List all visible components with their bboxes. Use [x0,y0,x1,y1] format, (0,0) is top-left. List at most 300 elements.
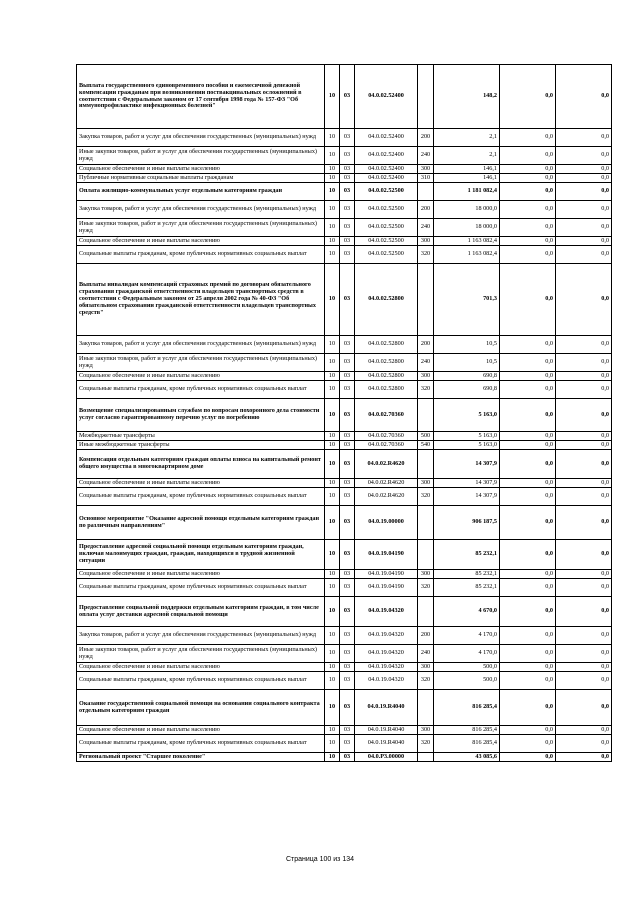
cell-target-article: 04.0.02.70360 [355,399,418,432]
cell-amount-3: 0,0 [556,597,612,627]
cell-name: Возмещение специализированным службам по вопросам похоронного дела стоимости услуг согласно гарантированному перечню услуг по погребению [77,399,325,432]
cell-amount-2: 0,0 [500,432,556,441]
cell-amount-2: 0,0 [500,753,556,762]
cell-section: 10 [325,597,340,627]
cell-section: 10 [325,663,340,672]
cell-amount-1: 18 000,0 [434,201,500,219]
cell-name: Социальное обеспечение и иные выплаты населению [77,165,325,174]
cell-amount-3: 0,0 [556,354,612,372]
cell-section: 10 [325,735,340,753]
cell-name: Закупка товаров, работ и услуг для обеспечения государственных (муниципальных) нужд [77,336,325,354]
cell-amount-1: 5 163,0 [434,399,500,432]
cell-amount-3: 0,0 [556,246,612,264]
cell-expense-type: 310 [418,174,434,183]
cell-expense-type: 240 [418,354,434,372]
cell-amount-1: 690,8 [434,372,500,381]
cell-amount-2: 0,0 [500,219,556,237]
cell-amount-3: 0,0 [556,372,612,381]
table-row [77,726,612,735]
cell-target-article: 04.0.19.R4040 [355,726,418,735]
cell-subsection: 03 [340,336,355,354]
cell-amount-1: 85 232,1 [434,579,500,597]
cell-amount-2: 0,0 [500,336,556,354]
cell-amount-2: 0,0 [500,579,556,597]
cell-section: 10 [325,672,340,690]
cell-target-article: 04.0.P3.00000 [355,753,418,762]
table-row [77,201,612,219]
cell-target-article: 04.0.02.52800 [355,381,418,399]
cell-amount-3: 0,0 [556,264,612,336]
cell-amount-1: 816 285,4 [434,726,500,735]
cell-target-article: 04.0.19.R4040 [355,735,418,753]
table-row [77,627,612,645]
cell-amount-2: 0,0 [500,506,556,540]
cell-amount-3: 0,0 [556,627,612,645]
cell-amount-1: 816 285,4 [434,735,500,753]
table-row [77,336,612,354]
cell-expense-type [418,540,434,570]
cell-expense-type: 300 [418,663,434,672]
cell-amount-3: 0,0 [556,441,612,450]
table-row [77,246,612,264]
table-row [77,690,612,726]
cell-target-article: 04.0.02.70360 [355,432,418,441]
table-row [77,237,612,246]
cell-amount-3: 0,0 [556,506,612,540]
cell-amount-3: 0,0 [556,726,612,735]
cell-amount-3: 0,0 [556,183,612,201]
cell-name: Региональный проект "Старшее поколение" [77,753,325,762]
cell-name: Иные закупки товаров, работ и услуг для обеспечения государственных (муниципальных) нужд [77,219,325,237]
table-row [77,165,612,174]
cell-amount-3: 0,0 [556,381,612,399]
cell-amount-2: 0,0 [500,129,556,147]
cell-amount-2: 0,0 [500,540,556,570]
cell-section: 10 [325,264,340,336]
cell-subsection: 03 [340,165,355,174]
cell-section: 10 [325,237,340,246]
cell-subsection: 03 [340,237,355,246]
cell-name: Иные закупки товаров, работ и услуг для обеспечения государственных (муниципальных) нужд [77,147,325,165]
cell-subsection: 03 [340,354,355,372]
cell-amount-1: 5 163,0 [434,432,500,441]
table-row [77,506,612,540]
cell-section: 10 [325,201,340,219]
cell-name: Закупка товаров, работ и услуг для обеспечения государственных (муниципальных) нужд [77,201,325,219]
cell-amount-2: 0,0 [500,237,556,246]
cell-section: 10 [325,147,340,165]
cell-subsection: 03 [340,264,355,336]
cell-amount-1: 10,5 [434,354,500,372]
cell-target-article: 04.0.19.R4040 [355,690,418,726]
cell-subsection: 03 [340,450,355,479]
cell-target-article: 04.0.02.R4620 [355,450,418,479]
cell-amount-1: 690,8 [434,381,500,399]
cell-amount-1: 85 232,1 [434,570,500,579]
table-row [77,663,612,672]
cell-name: Компенсация отдельным категориям граждан оплаты взноса на капитальный ремонт общего имущества в многоквартирном доме [77,450,325,479]
cell-expense-type [418,690,434,726]
cell-amount-2: 0,0 [500,726,556,735]
cell-subsection: 03 [340,540,355,570]
cell-subsection: 03 [340,432,355,441]
cell-expense-type: 500 [418,432,434,441]
cell-subsection: 03 [340,570,355,579]
cell-section: 10 [325,540,340,570]
cell-amount-2: 0,0 [500,570,556,579]
cell-amount-2: 0,0 [500,645,556,663]
cell-name: Предоставление социальной поддержки отдельным категориям граждан, в том числе оплата услуг доставки адресной социальной помощи [77,597,325,627]
cell-amount-2: 0,0 [500,264,556,336]
cell-name: Межбюджетные трансферты [77,432,325,441]
cell-amount-2: 0,0 [500,479,556,488]
table-row [77,753,612,762]
cell-target-article: 04.0.19.04320 [355,645,418,663]
cell-subsection: 03 [340,219,355,237]
cell-amount-2: 0,0 [500,399,556,432]
cell-amount-1: 906 187,5 [434,506,500,540]
cell-amount-2: 0,0 [500,441,556,450]
cell-expense-type: 200 [418,201,434,219]
cell-name: Социальные выплаты гражданам, кроме публичных нормативных социальных выплат [77,735,325,753]
cell-amount-2: 0,0 [500,201,556,219]
cell-section: 10 [325,219,340,237]
cell-amount-1: 1 163 082,4 [434,237,500,246]
cell-name: Социальные выплаты гражданам, кроме публичных нормативных социальных выплат [77,672,325,690]
cell-target-article: 04.0.19.04320 [355,663,418,672]
cell-expense-type: 320 [418,735,434,753]
cell-target-article: 04.0.02.52800 [355,264,418,336]
cell-amount-2: 0,0 [500,354,556,372]
cell-expense-type: 320 [418,579,434,597]
cell-target-article: 04.0.02.52500 [355,246,418,264]
cell-target-article: 04.0.02.52400 [355,65,418,129]
cell-expense-type: 300 [418,570,434,579]
table-row [77,129,612,147]
cell-amount-2: 0,0 [500,597,556,627]
cell-expense-type: 240 [418,147,434,165]
table-row [77,354,612,372]
cell-amount-3: 0,0 [556,663,612,672]
cell-section: 10 [325,129,340,147]
cell-amount-2: 0,0 [500,450,556,479]
cell-amount-2: 0,0 [500,147,556,165]
cell-amount-3: 0,0 [556,129,612,147]
cell-amount-3: 0,0 [556,672,612,690]
cell-amount-2: 0,0 [500,690,556,726]
cell-amount-3: 0,0 [556,735,612,753]
cell-target-article: 04.0.02.52400 [355,165,418,174]
cell-name: Предоставление адресной социальной помощи отдельным категориям граждан, включая малоимущих граждан, граждан, находящихся в трудной жизненной ситуации [77,540,325,570]
table-row [77,432,612,441]
cell-target-article: 04.0.19.04190 [355,570,418,579]
table-row [77,219,612,237]
cell-target-article: 04.0.02.52800 [355,336,418,354]
page-number: Страница 100 из 134 [285,856,355,863]
cell-expense-type: 320 [418,381,434,399]
cell-section: 10 [325,165,340,174]
cell-amount-3: 0,0 [556,570,612,579]
cell-target-article: 04.0.02.52500 [355,219,418,237]
cell-target-article: 04.0.19.04320 [355,672,418,690]
cell-name: Социальные выплаты гражданам, кроме публичных нормативных социальных выплат [77,381,325,399]
cell-expense-type: 200 [418,627,434,645]
cell-name: Социальные выплаты гражданам, кроме публичных нормативных социальных выплат [77,579,325,597]
cell-amount-1: 5 163,0 [434,441,500,450]
cell-name: Социальное обеспечение и иные выплаты населению [77,663,325,672]
cell-name: Социальное обеспечение и иные выплаты населению [77,570,325,579]
cell-subsection: 03 [340,201,355,219]
cell-target-article: 04.0.02.52800 [355,372,418,381]
cell-amount-3: 0,0 [556,174,612,183]
cell-amount-1: 2,1 [434,129,500,147]
cell-subsection: 03 [340,372,355,381]
cell-amount-1: 500,0 [434,663,500,672]
cell-amount-1: 146,1 [434,174,500,183]
cell-expense-type [418,264,434,336]
cell-expense-type [418,65,434,129]
cell-amount-1: 500,0 [434,672,500,690]
cell-section: 10 [325,183,340,201]
table-row [77,65,612,129]
cell-amount-2: 0,0 [500,735,556,753]
table-row [77,450,612,479]
cell-amount-1: 1 163 082,4 [434,246,500,264]
cell-amount-3: 0,0 [556,65,612,129]
cell-subsection: 03 [340,399,355,432]
cell-name: Социальные выплаты гражданам, кроме публичных нормативных социальных выплат [77,246,325,264]
cell-expense-type: 540 [418,441,434,450]
cell-section: 10 [325,506,340,540]
cell-expense-type: 320 [418,488,434,506]
cell-subsection: 03 [340,174,355,183]
cell-name: Иные закупки товаров, работ и услуг для обеспечения государственных (муниципальных) нужд [77,645,325,663]
cell-name: Оказание государственной социальной помощи на основании социального контракта отдельным категориям граждан [77,690,325,726]
cell-expense-type [418,597,434,627]
cell-subsection: 03 [340,147,355,165]
cell-subsection: 03 [340,627,355,645]
cell-section: 10 [325,432,340,441]
cell-name: Выплаты инвалидам компенсаций страховых премий по договорам обязательного страхования гражданской ответственности владельцев транспортных средств в соответствии с Федеральным законом от 25 апреля 2002 года № 40-ФЗ "Об обязательном страховании гражданской ответственности владельцев транспортных средств" [77,264,325,336]
cell-section: 10 [325,381,340,399]
cell-expense-type: 300 [418,726,434,735]
cell-amount-2: 0,0 [500,65,556,129]
cell-section: 10 [325,627,340,645]
cell-amount-1: 148,2 [434,65,500,129]
table-row [77,264,612,336]
cell-amount-1: 701,3 [434,264,500,336]
cell-amount-1: 816 285,4 [434,690,500,726]
cell-target-article: 04.0.02.R4620 [355,479,418,488]
cell-amount-3: 0,0 [556,579,612,597]
cell-subsection: 03 [340,488,355,506]
table-row [77,479,612,488]
cell-subsection: 03 [340,441,355,450]
cell-amount-1: 4 670,0 [434,597,500,627]
cell-subsection: 03 [340,663,355,672]
cell-subsection: 03 [340,65,355,129]
cell-section: 10 [325,399,340,432]
cell-name: Социальное обеспечение и иные выплаты населению [77,372,325,381]
cell-expense-type: 300 [418,237,434,246]
table-row [77,147,612,165]
cell-name: Основное мероприятие "Оказание адресной помощи отдельным категориям граждан по различным направлениям" [77,506,325,540]
cell-amount-1: 146,1 [434,165,500,174]
cell-amount-2: 0,0 [500,246,556,264]
cell-name: Иные межбюджетные трансферты [77,441,325,450]
cell-expense-type [418,506,434,540]
cell-target-article: 04.0.19.04190 [355,540,418,570]
table-row [77,441,612,450]
table-row [77,372,612,381]
cell-target-article: 04.0.19.04190 [355,579,418,597]
cell-subsection: 03 [340,645,355,663]
cell-target-article: 04.0.02.52800 [355,354,418,372]
cell-section: 10 [325,354,340,372]
table-row [77,672,612,690]
table-row [77,399,612,432]
cell-amount-2: 0,0 [500,672,556,690]
cell-amount-1: 85 232,1 [434,540,500,570]
cell-name: Закупка товаров, работ и услуг для обеспечения государственных (муниципальных) нужд [77,627,325,645]
cell-target-article: 04.0.02.52500 [355,201,418,219]
cell-target-article: 04.0.19.00000 [355,506,418,540]
cell-expense-type: 320 [418,672,434,690]
cell-section: 10 [325,441,340,450]
cell-subsection: 03 [340,506,355,540]
cell-amount-1: 10,5 [434,336,500,354]
table-row [77,570,612,579]
table-row [77,540,612,570]
cell-expense-type: 200 [418,129,434,147]
cell-name: Социальное обеспечение и иные выплаты населению [77,479,325,488]
cell-subsection: 03 [340,381,355,399]
cell-subsection: 03 [340,579,355,597]
cell-expense-type: 300 [418,479,434,488]
table-row [77,174,612,183]
cell-amount-3: 0,0 [556,336,612,354]
cell-amount-2: 0,0 [500,488,556,506]
cell-subsection: 03 [340,183,355,201]
cell-subsection: 03 [340,753,355,762]
cell-target-article: 04.0.19.04320 [355,597,418,627]
table-row [77,488,612,506]
cell-amount-2: 0,0 [500,381,556,399]
cell-target-article: 04.0.02.52400 [355,129,418,147]
cell-subsection: 03 [340,246,355,264]
cell-amount-3: 0,0 [556,432,612,441]
cell-expense-type [418,450,434,479]
table-row [77,579,612,597]
cell-amount-3: 0,0 [556,753,612,762]
cell-section: 10 [325,174,340,183]
cell-target-article: 04.0.02.52500 [355,183,418,201]
cell-section: 10 [325,450,340,479]
cell-section: 10 [325,753,340,762]
cell-section: 10 [325,645,340,663]
cell-amount-3: 0,0 [556,488,612,506]
table-row [77,645,612,663]
cell-amount-2: 0,0 [500,627,556,645]
cell-expense-type: 320 [418,246,434,264]
cell-subsection: 03 [340,597,355,627]
cell-amount-1: 4 170,0 [434,645,500,663]
cell-amount-2: 0,0 [500,165,556,174]
cell-expense-type [418,753,434,762]
cell-subsection: 03 [340,479,355,488]
cell-amount-1: 14 307,9 [434,450,500,479]
cell-amount-3: 0,0 [556,165,612,174]
cell-target-article: 04.0.02.52400 [355,174,418,183]
cell-amount-3: 0,0 [556,690,612,726]
cell-section: 10 [325,479,340,488]
cell-subsection: 03 [340,690,355,726]
cell-subsection: 03 [340,735,355,753]
cell-target-article: 04.0.02.52500 [355,237,418,246]
cell-expense-type [418,183,434,201]
cell-subsection: 03 [340,672,355,690]
cell-target-article: 04.0.02.R4620 [355,488,418,506]
cell-subsection: 03 [340,726,355,735]
cell-amount-1: 2,1 [434,147,500,165]
budget-table [76,64,612,762]
cell-section: 10 [325,336,340,354]
cell-amount-3: 0,0 [556,540,612,570]
cell-amount-1: 14 307,9 [434,488,500,506]
cell-name: Закупка товаров, работ и услуг для обеспечения государственных (муниципальных) нужд [77,129,325,147]
table-row [77,381,612,399]
cell-name: Выплата государственного единовременного пособия и ежемесячной денежной компенсации гражданам при возникновении поствакцинальных осложнений в соответствии с Федеральным законом от 17 сентября 1998 года № 157-ФЗ "Об иммунопрофилактике инфекционных болезней" [77,65,325,129]
cell-amount-3: 0,0 [556,147,612,165]
cell-section: 10 [325,579,340,597]
cell-amount-2: 0,0 [500,372,556,381]
cell-amount-2: 0,0 [500,174,556,183]
cell-amount-3: 0,0 [556,450,612,479]
cell-expense-type: 240 [418,219,434,237]
cell-section: 10 [325,488,340,506]
table-row [77,183,612,201]
cell-name: Публичные нормативные социальные выплаты гражданам [77,174,325,183]
cell-name: Социальные выплаты гражданам, кроме публичных нормативных социальных выплат [77,488,325,506]
cell-section: 10 [325,246,340,264]
cell-amount-3: 0,0 [556,201,612,219]
cell-expense-type [418,399,434,432]
cell-amount-2: 0,0 [500,183,556,201]
cell-section: 10 [325,726,340,735]
cell-amount-1: 4 170,0 [434,627,500,645]
cell-amount-1: 43 085,6 [434,753,500,762]
cell-section: 10 [325,372,340,381]
cell-expense-type: 200 [418,336,434,354]
cell-subsection: 03 [340,129,355,147]
table-row [77,597,612,627]
cell-target-article: 04.0.19.04320 [355,627,418,645]
cell-target-article: 04.0.02.52400 [355,147,418,165]
cell-expense-type: 300 [418,372,434,381]
cell-expense-type: 240 [418,645,434,663]
cell-amount-1: 14 307,9 [434,479,500,488]
cell-target-article: 04.0.02.70360 [355,441,418,450]
cell-amount-3: 0,0 [556,237,612,246]
cell-amount-2: 0,0 [500,663,556,672]
cell-expense-type: 300 [418,165,434,174]
table-row [77,735,612,753]
cell-section: 10 [325,65,340,129]
cell-name: Иные закупки товаров, работ и услуг для обеспечения государственных (муниципальных) нужд [77,354,325,372]
cell-name: Социальное обеспечение и иные выплаты населению [77,237,325,246]
cell-amount-3: 0,0 [556,645,612,663]
cell-amount-1: 1 181 082,4 [434,183,500,201]
